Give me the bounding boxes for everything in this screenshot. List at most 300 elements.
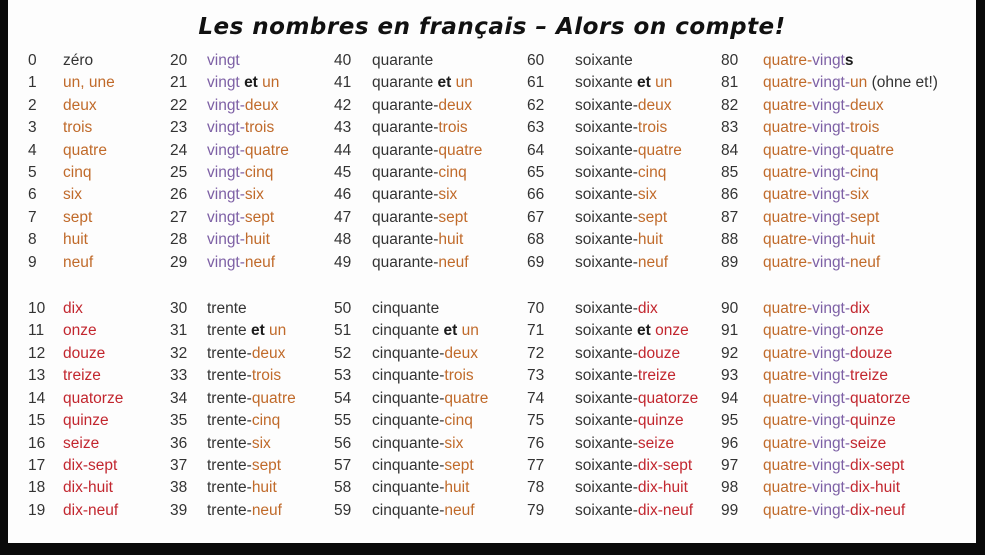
word-part: cinquante — [372, 300, 440, 318]
word-cell — [207, 50, 240, 72]
word-part: vingt- — [812, 186, 851, 204]
word-part: dix — [850, 300, 870, 318]
word-part: vingt- — [207, 231, 245, 249]
word-part: quatre- — [763, 186, 813, 204]
number-cell: 98 — [721, 479, 739, 497]
word-part: huit — [244, 231, 270, 249]
word-cell — [763, 343, 892, 365]
word-cell — [372, 140, 482, 162]
word-part: quatre- — [763, 164, 813, 182]
word-cell — [763, 365, 888, 387]
number-cell: 92 — [721, 344, 739, 362]
number-row — [527, 50, 721, 72]
word-cell — [207, 184, 264, 206]
number-row — [170, 72, 334, 94]
word-cell — [63, 477, 113, 499]
word-part: vingt- — [812, 412, 851, 430]
word-part: vingt- — [207, 208, 245, 226]
word-cell — [207, 72, 279, 94]
number-cell: 96 — [721, 434, 739, 452]
number-row — [170, 184, 334, 206]
number-cell: 67 — [527, 208, 545, 226]
right-border-bar — [976, 0, 985, 555]
number-cell: 82 — [721, 96, 739, 114]
word-cell — [763, 298, 870, 320]
word-cell — [207, 117, 274, 139]
page-title: Les nombres en français – Alors on compte! — [198, 14, 786, 40]
word-part: soixante- — [575, 141, 638, 159]
word-cell — [575, 500, 693, 522]
number-row — [28, 298, 170, 320]
word-part: huit — [438, 231, 464, 249]
word-part: neuf — [251, 501, 282, 519]
word-part: treize — [63, 367, 101, 385]
word-cell — [207, 320, 286, 342]
number-row — [334, 477, 527, 499]
word-part: vingt- — [812, 119, 851, 137]
number-row — [334, 365, 527, 387]
word-part: vingt- — [812, 456, 851, 474]
word-part: quarante- — [372, 231, 439, 249]
number-row — [721, 365, 983, 387]
word-cell — [207, 433, 271, 455]
number-cell: 27 — [170, 208, 188, 226]
number-cell: 28 — [170, 231, 188, 249]
number-row — [170, 500, 334, 522]
word-part: neuf — [438, 253, 469, 271]
number-cell: 33 — [170, 367, 188, 385]
number-row — [28, 140, 170, 162]
number-row — [334, 95, 527, 117]
word-part: quatre — [251, 389, 296, 407]
word-cell — [63, 140, 107, 162]
number-row — [170, 455, 334, 477]
word-part: six — [637, 186, 657, 204]
word-cell — [63, 50, 93, 72]
word-cell — [63, 455, 117, 477]
word-part: cinquante- — [372, 456, 445, 474]
number-cell: 55 — [334, 412, 352, 430]
number-row — [721, 72, 983, 94]
word-part: deux — [251, 344, 286, 362]
number-row — [527, 455, 721, 477]
left-border-bar — [0, 0, 8, 555]
number-row — [28, 162, 170, 184]
word-part: vingt — [207, 74, 245, 92]
number-cell: 81 — [721, 74, 739, 92]
word-part: soixante- — [575, 231, 638, 249]
number-cell: 78 — [527, 479, 545, 497]
number-cell: 3 — [28, 119, 37, 137]
number-row — [28, 343, 170, 365]
number-row — [527, 298, 721, 320]
word-cell — [63, 365, 101, 387]
word-cell — [372, 117, 468, 139]
word-part: trente- — [207, 344, 252, 362]
word-part: trente- — [207, 479, 252, 497]
number-cell: 12 — [28, 344, 46, 362]
number-row — [334, 207, 527, 229]
word-cell — [575, 95, 672, 117]
number-cell: 30 — [170, 300, 188, 318]
number-cell: 18 — [28, 479, 46, 497]
number-cell: 4 — [28, 141, 37, 159]
number-cell: 7 — [28, 208, 37, 226]
word-cell — [63, 343, 105, 365]
number-cell: 60 — [527, 52, 545, 69]
number-cell: 10 — [28, 300, 46, 318]
number-cell: 5 — [28, 164, 37, 182]
number-row — [334, 410, 527, 432]
number-cell: 29 — [170, 253, 188, 271]
word-part: deux — [63, 96, 97, 114]
word-cell — [372, 433, 463, 455]
word-part: vingt — [207, 52, 240, 69]
number-cell: 57 — [334, 456, 352, 474]
number-cell: 36 — [170, 434, 188, 452]
word-part: sept — [850, 208, 880, 226]
number-cell: 68 — [527, 231, 545, 249]
word-part: treize — [850, 367, 888, 385]
number-group — [170, 50, 334, 274]
number-cell: 9 — [28, 253, 37, 271]
number-row — [170, 477, 334, 499]
word-part: dix-sept — [637, 456, 693, 474]
word-cell — [575, 207, 667, 229]
word-cell — [372, 229, 463, 251]
number-row — [28, 433, 170, 455]
number-row — [721, 433, 983, 455]
word-part: huit — [637, 231, 663, 249]
number-cell: 75 — [527, 412, 545, 430]
number-cell: 83 — [721, 119, 739, 137]
number-row — [28, 72, 170, 94]
word-cell — [372, 207, 468, 229]
word-part: onze — [850, 322, 884, 340]
word-part: quatre- — [763, 231, 813, 249]
word-part: six — [244, 186, 264, 204]
word-cell — [763, 140, 894, 162]
word-part: quarante — [372, 52, 434, 69]
word-part: cinquante- — [372, 501, 445, 519]
word-cell — [63, 252, 93, 274]
word-cell — [63, 162, 91, 184]
number-row — [527, 500, 721, 522]
word-part: soixante — [575, 74, 638, 92]
word-part: trois — [63, 119, 93, 137]
word-part: sept — [444, 456, 474, 474]
number-cell: 38 — [170, 479, 188, 497]
number-row — [721, 117, 983, 139]
number-cell: 13 — [28, 367, 46, 385]
word-part: quarante- — [372, 164, 439, 182]
number-cell: 1 — [28, 74, 37, 92]
number-row — [527, 117, 721, 139]
word-cell — [575, 298, 658, 320]
word-cell — [763, 72, 938, 94]
word-part: vingt- — [207, 186, 245, 204]
word-cell — [207, 455, 281, 477]
word-part: trois — [850, 119, 880, 137]
number-cell: 53 — [334, 367, 352, 385]
number-cell: 17 — [28, 456, 46, 474]
word-cell — [372, 410, 473, 432]
word-cell — [372, 184, 457, 206]
number-cell: 80 — [721, 52, 739, 69]
word-part: soixante — [575, 52, 633, 69]
word-part: trois — [244, 119, 275, 137]
number-row — [170, 252, 334, 274]
word-cell — [575, 455, 692, 477]
word-cell — [575, 477, 688, 499]
word-part: et — [637, 74, 651, 92]
word-part: dix-neuf — [63, 501, 119, 519]
number-group — [170, 298, 334, 522]
word-part: quatre- — [763, 208, 813, 226]
number-row — [334, 455, 527, 477]
number-row — [527, 410, 721, 432]
word-part: quarante- — [372, 141, 439, 159]
number-cell: 11 — [28, 322, 45, 340]
word-part: treize — [637, 367, 676, 385]
number-cell: 44 — [334, 141, 352, 159]
number-cell: 56 — [334, 434, 352, 452]
column-20-39 — [170, 50, 334, 522]
word-part: trente- — [207, 456, 252, 474]
number-row — [334, 162, 527, 184]
number-group — [334, 50, 527, 274]
word-part: soixante — [575, 322, 638, 340]
word-part: trois — [251, 367, 282, 385]
number-row — [334, 500, 527, 522]
word-part: quatre — [637, 141, 682, 159]
number-cell: 59 — [334, 501, 352, 519]
word-part: trois — [637, 119, 668, 137]
number-row — [170, 365, 334, 387]
number-cell: 49 — [334, 253, 352, 271]
word-cell — [372, 500, 475, 522]
word-cell — [372, 252, 469, 274]
number-row — [170, 298, 334, 320]
word-part: quatre- — [763, 300, 813, 318]
word-cell — [763, 252, 880, 274]
word-part: vingt- — [812, 367, 851, 385]
word-part: quarante- — [372, 253, 439, 271]
word-part: soixante- — [575, 253, 638, 271]
bottom-border-bar — [0, 543, 985, 555]
word-part: quatre- — [763, 501, 813, 519]
word-part: trois — [438, 119, 468, 137]
number-row — [721, 477, 983, 499]
word-cell — [763, 455, 904, 477]
number-group — [721, 50, 983, 274]
word-part: quarante- — [372, 208, 439, 226]
word-part: quatre- — [763, 412, 813, 430]
word-part: quatre- — [763, 344, 813, 362]
number-row — [334, 229, 527, 251]
number-cell: 87 — [721, 208, 739, 226]
word-cell — [63, 95, 97, 117]
word-part: vingt- — [207, 164, 245, 182]
word-part: huit — [251, 479, 277, 497]
number-row — [170, 320, 334, 342]
number-cell: 66 — [527, 186, 545, 204]
number-cell: 24 — [170, 141, 188, 159]
number-row — [721, 229, 983, 251]
number-row — [28, 365, 170, 387]
number-cell: 31 — [170, 322, 188, 340]
number-row — [334, 140, 527, 162]
word-cell — [207, 207, 274, 229]
word-part: neuf — [850, 253, 881, 271]
word-part: quarante- — [372, 119, 439, 137]
number-cell: 85 — [721, 164, 739, 182]
number-row — [334, 72, 527, 94]
word-part: sept — [637, 208, 668, 226]
word-part: vingt- — [812, 501, 851, 519]
word-cell — [63, 320, 97, 342]
number-row — [170, 433, 334, 455]
word-cell — [763, 95, 884, 117]
number-row — [28, 388, 170, 410]
column-0-19 — [28, 50, 170, 522]
word-part: quinze — [850, 412, 896, 430]
number-row — [721, 252, 983, 274]
word-part: vingt- — [812, 434, 851, 452]
number-row — [527, 207, 721, 229]
word-part: trente — [207, 300, 247, 318]
word-part: vingt- — [812, 479, 851, 497]
word-part: six — [438, 186, 458, 204]
number-cell: 65 — [527, 164, 545, 182]
number-row — [527, 72, 721, 94]
word-cell — [372, 162, 467, 184]
word-cell — [207, 410, 280, 432]
word-part: vingt- — [812, 74, 851, 92]
word-part: sept — [63, 208, 93, 226]
word-cell — [63, 433, 99, 455]
word-part: quatre- — [763, 479, 813, 497]
word-cell — [207, 477, 277, 499]
number-row — [527, 320, 721, 342]
number-row — [721, 455, 983, 477]
word-cell — [207, 252, 275, 274]
word-part: quatre — [438, 141, 483, 159]
word-cell — [763, 500, 905, 522]
word-cell — [63, 410, 109, 432]
word-part: cinq — [850, 164, 879, 182]
word-part: neuf — [444, 501, 475, 519]
number-row — [527, 252, 721, 274]
word-part: soixante- — [575, 389, 638, 407]
column-80-99 — [721, 50, 983, 522]
word-part: cinquante — [372, 322, 444, 340]
number-cell: 51 — [334, 322, 352, 340]
word-part: neuf — [637, 253, 669, 271]
number-row — [170, 388, 334, 410]
word-cell — [575, 184, 657, 206]
number-cell: 41 — [334, 74, 352, 92]
word-part: vingt- — [812, 141, 851, 159]
word-part: cinq — [444, 412, 473, 430]
number-row — [334, 433, 527, 455]
number-row — [721, 140, 983, 162]
word-cell — [207, 140, 289, 162]
word-cell — [763, 388, 910, 410]
number-row — [170, 117, 334, 139]
number-row — [721, 207, 983, 229]
word-part: vingt- — [812, 300, 851, 318]
word-part: cinquante- — [372, 412, 445, 430]
word-cell — [575, 343, 680, 365]
word-cell — [372, 455, 474, 477]
number-cell: 34 — [170, 389, 188, 407]
word-part: deux — [244, 96, 279, 114]
word-cell — [63, 229, 88, 251]
word-cell — [63, 184, 82, 206]
word-cell — [575, 50, 633, 72]
word-part: vingt- — [812, 96, 851, 114]
number-row — [28, 229, 170, 251]
word-part: vingt- — [812, 389, 851, 407]
word-part: et — [443, 322, 458, 340]
word-part: trente- — [207, 412, 252, 430]
word-part: quatre- — [763, 434, 813, 452]
number-row — [527, 433, 721, 455]
word-part: dix-neuf — [850, 501, 906, 519]
number-cell: 93 — [721, 367, 739, 385]
number-cell: 76 — [527, 434, 545, 452]
word-part: quinze — [637, 412, 684, 430]
word-cell — [575, 72, 672, 94]
word-part: dix-sept — [63, 456, 118, 474]
word-cell — [372, 365, 474, 387]
word-part: quatre- — [763, 367, 813, 385]
number-row — [721, 410, 983, 432]
number-row — [721, 184, 983, 206]
number-cell: 45 — [334, 164, 352, 182]
number-group — [527, 50, 721, 274]
word-cell — [372, 343, 478, 365]
word-cell — [575, 252, 668, 274]
number-row — [721, 320, 983, 342]
word-part: onze — [63, 322, 97, 340]
word-cell — [63, 207, 92, 229]
word-part: soixante- — [575, 186, 638, 204]
word-part: seize — [63, 434, 100, 452]
number-row — [170, 95, 334, 117]
number-row — [28, 117, 170, 139]
word-part: seize — [637, 434, 675, 452]
word-part: deux — [438, 96, 472, 114]
word-part: un — [264, 322, 287, 340]
word-part: cinq — [244, 164, 274, 182]
number-cell: 95 — [721, 412, 739, 430]
word-cell — [575, 229, 663, 251]
word-cell — [372, 477, 469, 499]
word-part: et — [250, 322, 265, 340]
word-cell — [575, 320, 689, 342]
word-part: soixante- — [575, 434, 638, 452]
number-cell: 89 — [721, 253, 739, 271]
number-cell: 32 — [170, 344, 188, 362]
word-part: et — [637, 322, 651, 340]
number-row — [721, 162, 983, 184]
word-part: un — [850, 74, 868, 92]
word-part: quatorze — [850, 389, 911, 407]
word-part: un — [451, 74, 473, 92]
number-cell: 61 — [527, 74, 545, 92]
